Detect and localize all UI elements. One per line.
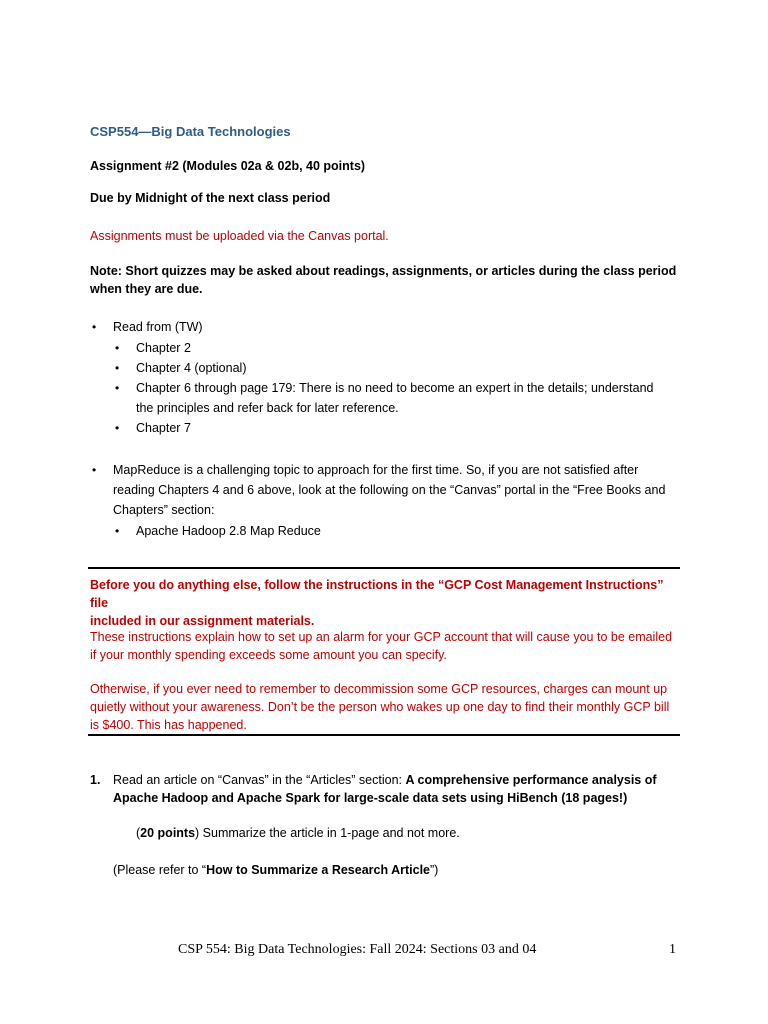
quiz-note <box>90 262 682 298</box>
upload-notice: Assignments must be uploaded via the Canvas portal. <box>90 229 389 243</box>
article-title-line-1: A comprehensive performance analysis of <box>405 773 657 787</box>
quiz-note-line-1: Note: Short quizzes may be asked about readings, assignments, or articles during the class period <box>90 264 677 278</box>
task-number: 1. <box>90 773 101 787</box>
task-1-intro: Read an article on “Canvas” in the “Articles” section: <box>113 773 406 787</box>
points-value: 20 points <box>140 826 196 840</box>
refer-close: ”) <box>430 863 439 877</box>
gcp-alarm-paragraph <box>90 628 682 664</box>
quiz-note-line-2: when they are due. <box>90 282 203 296</box>
warning-top-rule <box>88 567 680 569</box>
gcp-warning-line-1: Before you do anything else, follow the instructions in the “GCP Cost Management Instructions” file <box>90 578 664 610</box>
points-open-paren: ( <box>136 826 141 840</box>
list-item: • Apache Hadoop 2.8 Map Reduce <box>136 521 682 541</box>
list-item: • Chapter 6 through page 179: There is no need to become an expert in the details; understand <box>136 378 682 398</box>
refer-open: (Please refer to “ <box>113 863 207 877</box>
gcp-decommission-line-2: quietly without your awareness. Don’t be the person who wakes up one day to find their monthly GCP bill <box>90 700 670 714</box>
points-text: ) Summarize the article in 1-page and not more. <box>195 826 460 840</box>
mapreduce-line-2: reading Chapters 4 and 6 above, look at the following on the “Canvas” portal in the “Free Books and <box>113 483 666 497</box>
gcp-warning-line-2: included in our assignment materials. <box>90 614 315 628</box>
mapreduce-list <box>113 460 683 520</box>
mapreduce-sublist <box>136 521 682 541</box>
task-1-description <box>113 771 683 807</box>
list-item: • Chapter 4 (optional) <box>136 358 682 378</box>
assignment-title: Assignment #2 (Modules 02a & 02b, 40 points) <box>90 159 366 173</box>
list-item: • Chapter 7 <box>136 418 682 438</box>
reading-list <box>113 317 683 337</box>
refer-title: How to Summarize a Research Article <box>206 863 431 877</box>
page-footer: CSP 554: Big Data Technologies: Fall 2024: Sections 03 and 04 <box>178 942 537 957</box>
mapreduce-line-3: Chapters” section: <box>113 503 215 517</box>
page-number: 1 <box>669 942 676 957</box>
gcp-decommission-line-3: is $400. This has happened. <box>90 718 247 732</box>
gcp-warning-bold <box>90 576 682 630</box>
gcp-alarm-line-2: if your monthly spending exceeds some amount you can specify. <box>90 648 447 662</box>
gcp-alarm-line-1: These instructions explain how to set up an alarm for your GCP account that will cause you to be emailed <box>90 630 673 644</box>
reading-sublist <box>136 338 682 438</box>
mapreduce-paragraph <box>113 460 683 520</box>
list-item-continuation: the principles and refer back for later reference. <box>136 401 399 415</box>
reading-list-label: • Read from (TW) <box>113 317 683 337</box>
task-1-points <box>136 824 682 842</box>
list-item: • Chapter 2 <box>136 338 682 358</box>
mapreduce-line-1: • MapReduce is a challenging topic to approach for the first time. So, if you are not satisfied after <box>113 463 639 477</box>
gcp-decommission-line-1: Otherwise, if you ever need to remember to decommission some GCP resources, charges can mount up <box>90 682 668 696</box>
task-1-reference <box>113 861 683 879</box>
gcp-decommission-paragraph <box>90 680 682 734</box>
course-title: CSP554—Big Data Technologies <box>90 124 291 139</box>
article-title-line-2: Apache Hadoop and Apache Spark for large-scale data sets using HiBench (18 pages!) <box>113 791 628 805</box>
warning-bottom-rule <box>88 734 680 736</box>
due-date: Due by Midnight of the next class period <box>90 191 331 205</box>
